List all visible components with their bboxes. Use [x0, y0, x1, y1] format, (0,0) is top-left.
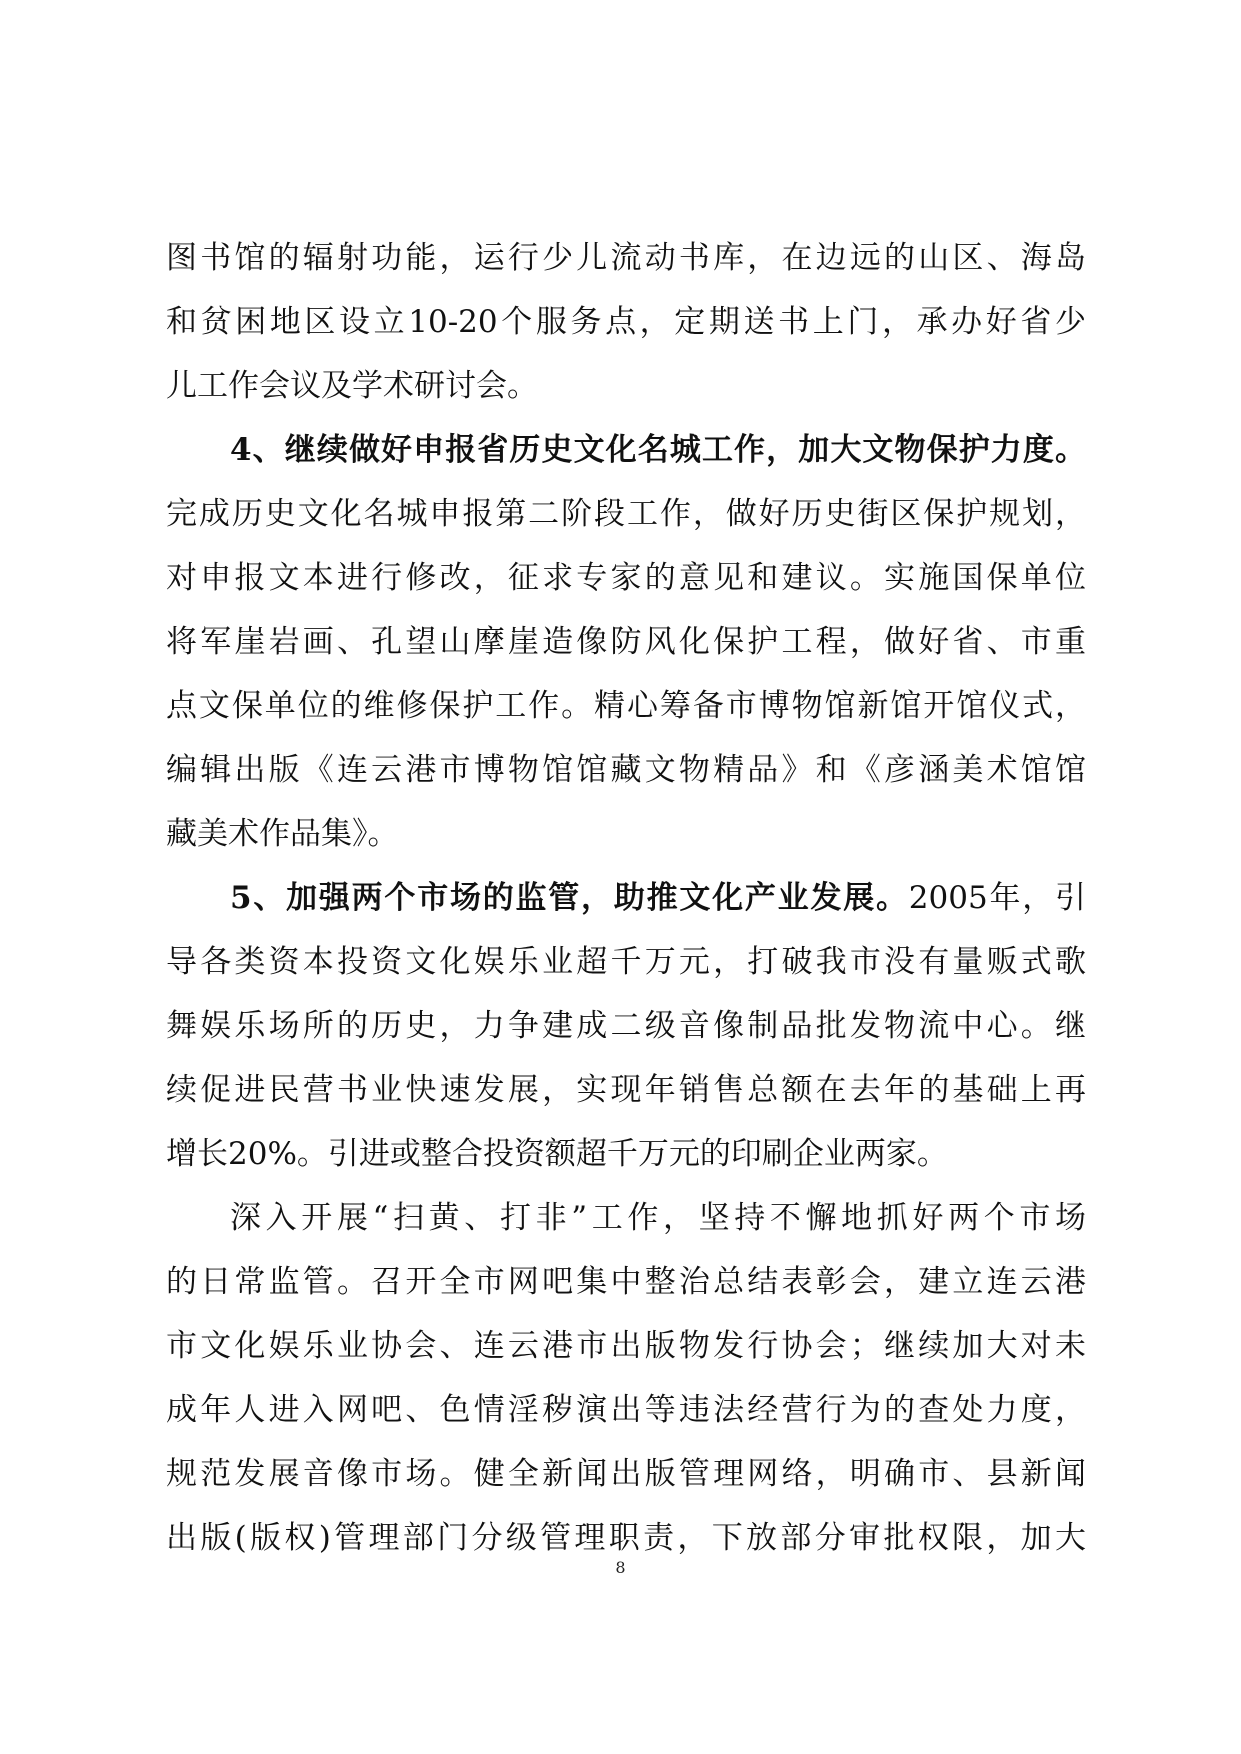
text-line: 市文化娱乐业协会、连云港市出版物发行协会；继续加大对未 — [166, 1328, 1086, 1364]
section-5-first-line — [166, 866, 1086, 930]
section-4-heading: 4、继续做好申报省历史文化名城工作，加大文物保护力度。 — [230, 432, 1086, 468]
text-line: 导各类资本投资文化娱乐业超千万元，打破我市没有量贩式歌 — [166, 944, 1086, 980]
text-line: 增长20%。引进或整合投资额超千万元的印刷企业两家。 — [166, 1136, 948, 1172]
text-line: 将军崖岩画、孔望山摩崖造像防风化保护工程，做好省、市重 — [166, 624, 1086, 660]
text-line: 儿工作会议及学术研讨会。 — [166, 368, 538, 404]
paragraph-continuation — [166, 226, 1086, 418]
text-line: 编辑出版《连云港市博物馆馆藏文物精品》和《彦涵美术馆馆 — [166, 752, 1086, 788]
text-line: 成年人进入网吧、色情淫秽演出等违法经营行为的查处力度， — [166, 1392, 1086, 1428]
text-line: 对申报文本进行修改，征求专家的意见和建议。实施国保单位 — [166, 560, 1086, 596]
section-5-heading: 5、加强两个市场的监管，助推文化产业发展。 — [230, 880, 909, 916]
text-line: 藏美术作品集》。 — [166, 816, 399, 852]
text-line: 的日常监管。召开全市网吧集中整治总结表彰会，建立连云港 — [166, 1264, 1086, 1300]
text-line: 舞娱乐场所的历史，力争建成二级音像制品批发物流中心。继 — [166, 1008, 1086, 1044]
section-5-heading-tail: 2005年，引 — [908, 880, 1086, 916]
text-line: 规范发展音像市场。健全新闻出版管理网络，明确市、县新闻 — [166, 1456, 1086, 1492]
section-4-paragraph — [166, 418, 1086, 866]
section-5-paragraph — [166, 866, 1086, 1186]
text-line: 完成历史文化名城申报第二阶段工作，做好历史街区保护规划， — [166, 496, 1086, 532]
text-line: 续促进民营书业快速发展，实现年销售总额在去年的基础上再 — [166, 1072, 1086, 1108]
text-line: 图书馆的辐射功能，运行少儿流动书库，在边远的山区、海岛 — [166, 240, 1086, 276]
text-line: 和贫困地区设立10-20个服务点，定期送书上门，承办好省少 — [166, 304, 1086, 340]
text-line: 出版(版权)管理部门分级管理职责，下放部分审批权限，加大 — [166, 1520, 1086, 1556]
text-line: 深入开展“扫黄、打非”工作，坚持不懈地抓好两个市场 — [230, 1200, 1086, 1236]
page-number: 8 — [615, 1558, 626, 1577]
text-line: 点文保单位的维修保护工作。精心筹备市博物馆新馆开馆仪式， — [166, 688, 1086, 724]
document-body — [166, 226, 1086, 1570]
market-paragraph — [166, 1186, 1086, 1570]
